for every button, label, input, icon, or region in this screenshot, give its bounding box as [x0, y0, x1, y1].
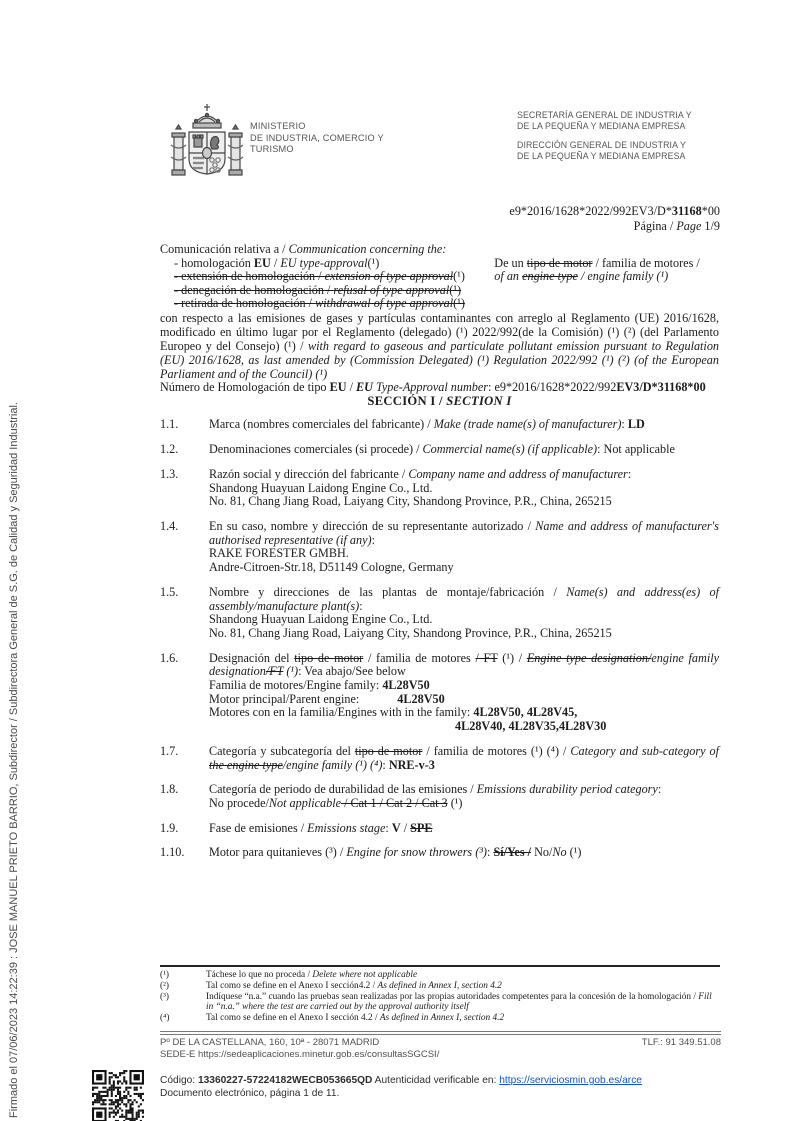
footnote-text: Indíquese “n.a.” cuando las pruebas sean realizadas por las propias autoridades competentes para la concesión de la homologación / Fill in “n.a.” where the test are carried out by the approval authority itself	[206, 991, 712, 1013]
item-number: 1.3.	[160, 466, 179, 481]
item-line: Familia de motores/Engine family: 4L28V50	[209, 678, 430, 693]
item-body	[209, 443, 719, 457]
approval-number-line: Número de Homologación de tipo EU / EU Type-Approval number: e9*2016/1628*2022/992EV3/D*31168*00	[160, 380, 706, 395]
secretaria-general	[517, 110, 725, 131]
ministry-crest-icon	[168, 102, 246, 191]
item-number: 1.4.	[160, 519, 179, 533]
approval-option: - extensión de homologación / extension of type approval(¹)	[174, 269, 465, 284]
item-line: Nombre y direcciones de las plantas de montaje/fabricación / Name(s) and address(es) of assembly/manufacture plant(s):	[209, 584, 719, 613]
document-page-line: Documento electrónico, página 1 de 11.	[160, 1087, 340, 1099]
ministry-name-line: TURISMO	[250, 144, 294, 154]
footnotes-block	[160, 965, 720, 1024]
communication-intro: Comunicación relativa a / Communication concerning the:	[160, 242, 447, 256]
item-body	[209, 586, 719, 641]
footer-phone: TLF.: 91 349.51.08	[641, 1037, 721, 1048]
department-header	[517, 110, 725, 170]
item-line: Motor para quitanieves (³) / Engine for snow throwers (³): Sí/Yes / No/No (¹)	[209, 845, 582, 860]
footer-address: Pº DE LA CASTELLANA, 160, 10ª - 28071 MADRID	[160, 1037, 380, 1048]
item-row	[160, 586, 719, 641]
approval-options-row	[160, 257, 719, 311]
approval-subject	[494, 257, 719, 311]
page-indicator: Página / Page 1/9	[633, 218, 720, 233]
reference-number: e9*2016/1628*2022/992EV3/D*31168*00	[509, 204, 720, 218]
item-number: 1.10.	[160, 845, 185, 860]
ministry-name-line: MINISTERIO	[250, 121, 306, 131]
item-number: 1.6.	[160, 650, 179, 665]
item-line: No. 81, Chang Jiang Road, Laiyang City, Shandong Province, P.R., China, 265215	[209, 625, 612, 640]
item-body	[209, 418, 719, 432]
ministry-name-line: DE INDUSTRIA, COMERCIO Y	[250, 132, 384, 143]
item-row	[160, 418, 719, 432]
item-line: Marca (nombres comerciales del fabricante) / Make (trade name(s) of manufacturer): LD	[209, 417, 645, 432]
item-body	[209, 846, 719, 860]
signature-vertical-text: Firmado el 07/06/2023 14:22:39 : JOSE MANUEL PRIETO BARRIO, Subdirector / Subdirectora General de S.G. de Calidad y Seguridad Industrial.	[8, 402, 20, 1118]
item-line: Andre-Citroen-Str.18, D51149 Cologne, Germany	[209, 560, 454, 575]
item-line: Motor principal/Parent engine: 4L28V50	[209, 691, 445, 706]
direccion-line: DIRECCIÓN GENERAL DE INDUSTRIA Y	[517, 140, 686, 150]
approval-option: - denegación de homologación / refusal of type approval(¹)	[174, 282, 462, 297]
secretaria-line: SECRETARÍA GENERAL DE INDUSTRIA Y	[517, 110, 692, 120]
item-row	[160, 520, 719, 575]
direccion-line: DE LA PEQUEÑA Y MEDIANA EMPRESA	[517, 150, 686, 161]
item-line: Categoría y subcategoría del tipo de motor / familia de motores (¹) (⁴) / Category and sub-category of the engine type/engine family (¹) (⁴): NRE-v-3	[209, 743, 720, 772]
item-row	[160, 846, 719, 860]
item-body	[209, 783, 719, 810]
item-line: Motores con en la familia/Engines with in the family: 4L28V50, 4L28V45,	[209, 705, 578, 720]
verification-block	[160, 1075, 725, 1100]
item-number: 1.1.	[160, 417, 179, 432]
approval-option: - retirada de homologación / withdrawal of type approval(¹)	[174, 296, 465, 311]
direccion-general	[517, 140, 725, 161]
item-line: Shandong Huayuan Laidong Engine Co., Ltd.	[209, 612, 433, 627]
footnote-row	[160, 970, 720, 981]
item-number: 1.9.	[160, 820, 179, 835]
footnote-row	[160, 992, 720, 1014]
item-line: No. 81, Chang Jiang Road, Laiyang City, Shandong Province, P.R., China, 265215	[209, 494, 612, 509]
qr-code	[92, 1070, 144, 1121]
item-line: No procede/Not applicable / Cat 1 / Cat 2 / Cat 3 (¹)	[209, 795, 463, 810]
item-number: 1.5.	[160, 584, 179, 599]
item-row	[160, 443, 719, 457]
footer-address-block	[160, 1031, 721, 1061]
item-row	[160, 468, 719, 509]
footnote-row	[160, 981, 720, 992]
item-line: Razón social y dirección del fabricante / Company name and address of manufacturer:	[209, 466, 632, 481]
footer-sede: SEDE-E https://sedeaplicaciones.minetur.gob.es/consultasSGCSI/	[160, 1049, 440, 1060]
verification-code-line: Código: 13360227-57224182WECB053665QD Autenticidad verificable en: https://serviciosmin.gob.es/arce	[160, 1075, 642, 1086]
item-row	[160, 822, 719, 836]
verification-link[interactable]: https://serviciosmin.gob.es/arce	[499, 1075, 642, 1086]
footnote-text: Tal como se define en el Anexo I sección4.2 / As defined in Annex I, section 4.2	[206, 980, 502, 991]
footnote-marker: (³)	[160, 991, 169, 1002]
item-line: Fase de emisiones / Emissions stage: V / SPE	[209, 820, 433, 835]
footnote-marker: (¹)	[160, 970, 169, 980]
section-title: SECCIÓN I / SECTION I	[367, 393, 512, 408]
item-line: Categoría de periodo de durabilidad de las emisiones / Emissions durability period category:	[209, 782, 662, 797]
item-row	[160, 783, 719, 810]
item-body	[209, 468, 719, 509]
item-body	[209, 822, 719, 836]
item-line: 4L28V40, 4L28V35,4L28V30	[455, 719, 607, 734]
item-number: 1.7.	[160, 743, 179, 758]
item-number: 1.2.	[160, 442, 179, 457]
section1-items	[160, 418, 719, 860]
item-line: Shandong Huayuan Laidong Engine Co., Ltd.	[209, 480, 433, 495]
footnote-marker: (⁴)	[160, 1013, 170, 1024]
approval-options	[160, 257, 494, 311]
subject-line: De un tipo de motor / familia de motores /	[494, 255, 700, 270]
regulation-paragraph: con respecto a las emisiones de gases y partículas contaminantes con arreglo al Reglamento (UE) 2016/1628, modificado en último lugar por el Reglamento (delegado) (¹) 2022/992(de la Comisión) (¹) (²) (del Parlamento Europeo y del Consejo) (¹) / with regard to gaseous and particulate pollutant emission pursuant to Regulation (EU) 2016/1628, as last amended by (Commission Delegated) (¹) Regulation 2022/992 (¹) (²) (of the European Parliament and of the Council) (¹)	[160, 311, 720, 382]
footnote-row	[160, 1013, 720, 1024]
footnote-text: Tal como se define en el Anexo I sección 4.2 / As defined in Annex I, section 4.2	[206, 1013, 505, 1024]
item-row	[160, 745, 719, 772]
item-number: 1.8.	[160, 782, 179, 797]
secretaria-line: DE LA PEQUEÑA Y MEDIANA EMPRESA	[517, 120, 686, 131]
footnote-marker: (²)	[160, 980, 169, 991]
item-line: Denominaciones comerciales (si procede) / Commercial name(s) (if applicable): Not applicable	[209, 442, 675, 457]
footnote-text: Táchese lo que no proceda / Delete where not applicable	[206, 970, 418, 980]
item-body	[209, 745, 719, 772]
item-row	[160, 652, 719, 734]
item-body	[209, 652, 719, 734]
document-body	[160, 243, 719, 871]
item-body	[209, 520, 719, 575]
item-line: En su caso, nombre y dirección de su representante autorizado / Name and address of manufacturer's authorised representative (if any):	[209, 519, 719, 547]
reference-block	[420, 204, 720, 233]
item-line: RAKE FORESTER GMBH.	[209, 546, 349, 561]
approval-option: - homologación EU / EU type-approval(¹)	[174, 255, 380, 270]
ministry-name	[250, 121, 384, 156]
item-line: Designación del tipo de motor / familia de motores / FT (¹) / Engine type designation/engine family designation/FT (¹): Vea abajo/See below	[209, 650, 720, 679]
subject-line: of an engine type / engine family (¹)	[494, 269, 669, 284]
